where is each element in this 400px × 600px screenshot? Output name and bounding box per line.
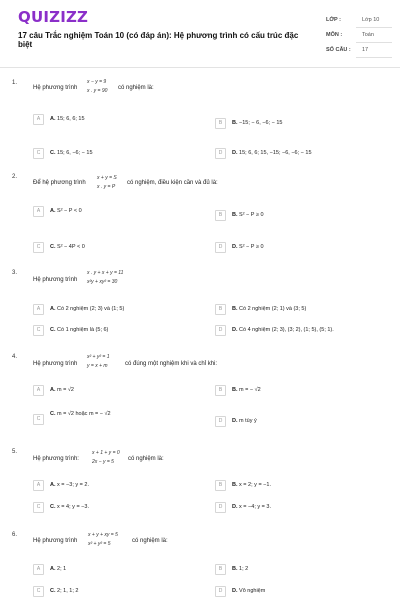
meta-count-label: SỐ CÂU :: [326, 47, 351, 53]
option-b-checkbox[interactable]: B: [215, 210, 226, 221]
option-a-text: m = √2: [57, 387, 74, 393]
option-d-text: S² − P ≥ 0: [239, 244, 264, 250]
equation-line-1: x + y + xy = 5: [88, 532, 118, 538]
question-suffix: có nghiệm, điều kiện cần và đủ là:: [127, 180, 218, 186]
equation-line-2: x . y = P: [97, 184, 116, 190]
option-c-text: 2; 1, 1; 2: [57, 588, 79, 594]
option-a-text: S² − P < 0: [57, 208, 82, 214]
option-b-text: x = 2; y = −1.: [239, 482, 271, 488]
option-b-text: m = − √2: [239, 387, 261, 393]
question-prefix: Để hệ phương trình: [33, 180, 86, 186]
question-prefix: Hệ phương trình: [33, 361, 78, 367]
option-d-checkbox[interactable]: D: [215, 148, 226, 159]
option-b-checkbox[interactable]: B: [215, 385, 226, 396]
option-c-checkbox[interactable]: C: [33, 414, 44, 425]
option-b-text: −15; − 6, −6; − 15: [239, 120, 283, 126]
meta-grade-value: Lớp 10: [362, 17, 380, 23]
meta-count: [326, 44, 392, 59]
quizizz-logo[interactable]: QUIZIZZ: [18, 8, 89, 26]
option-c-checkbox[interactable]: C: [33, 148, 44, 159]
equation-system: [97, 174, 117, 192]
page-title: 17 câu Trắc nghiệm Toán 10 (có đáp án): Hệ phương trình có cấu trúc đặc biệt: [18, 31, 299, 49]
option-d-checkbox[interactable]: D: [215, 502, 226, 513]
option-a-text: 15; 6, 6; 15: [57, 116, 85, 122]
equation-line-1: x + y = S: [97, 175, 117, 181]
option-b-text: S² − P ≥ 0: [239, 212, 264, 218]
question-suffix: có đúng một nghiệm khi và chỉ khi:: [125, 361, 218, 367]
meta-subject-value: Toán: [362, 32, 374, 38]
option-c-text: m = √2 hoặc m = − √2: [57, 411, 111, 417]
question-prefix: Hệ phương trình: [33, 538, 78, 544]
option-b-checkbox[interactable]: B: [215, 118, 226, 129]
option-d-text: Có 4 nghiệm (2; 3), (3; 2), (1; 5), (5; 1).: [239, 327, 334, 333]
option-c-text: 15; 6, −6; − 15: [57, 150, 93, 156]
question-number: 5.: [12, 449, 18, 455]
equation-line-1: x + 1 + y = 0: [92, 450, 120, 456]
option-a-checkbox[interactable]: A: [33, 480, 44, 491]
option-c-checkbox[interactable]: C: [33, 502, 44, 513]
option-b-text: Có 2 nghiệm (2; 1) và (3; 5): [239, 306, 307, 312]
option-b-text: 1; 2: [239, 566, 249, 572]
option-a-checkbox[interactable]: A: [33, 564, 44, 575]
option-a-checkbox[interactable]: A: [33, 304, 44, 315]
option-d-checkbox[interactable]: D: [215, 242, 226, 253]
equation-line-1: x − y = 9: [87, 79, 107, 85]
option-a-text: x = −3; y = 2.: [57, 482, 89, 488]
equation-line-2: x . y = 90: [87, 88, 108, 94]
option-c-checkbox[interactable]: C: [33, 586, 44, 597]
option-d-text: m tùy ý: [239, 418, 257, 424]
question-suffix: có nghiệm là:: [132, 538, 168, 544]
equation-line-1: x² + y² = 1: [87, 354, 110, 360]
question-number: 6.: [12, 532, 18, 538]
question-number: 4.: [12, 354, 18, 360]
option-a-checkbox[interactable]: A: [33, 385, 44, 396]
option-a-checkbox[interactable]: A: [33, 206, 44, 217]
option-d-text: Vô nghiệm: [239, 588, 266, 594]
meta-subject: [326, 29, 392, 44]
question-prefix: Hệ phương trình:: [33, 456, 79, 462]
question-prefix: Hệ phương trình: [33, 85, 78, 91]
question-number: 3.: [12, 270, 18, 276]
option-d-text: 15; 6, 6; 15, −15; −6, −6; − 15: [239, 150, 312, 156]
question-number: 1.: [12, 80, 18, 86]
option-d-text: x = −4; y = 3.: [239, 504, 271, 510]
equation-system: [87, 269, 123, 287]
question-number: 2.: [12, 174, 18, 180]
equation-system: [92, 449, 120, 467]
equation-system: [88, 531, 118, 549]
option-c-text: Có 1 nghiệm là (5; 6): [57, 327, 109, 333]
option-c-checkbox[interactable]: C: [33, 325, 44, 336]
question-suffix: có nghiệm là:: [118, 85, 154, 91]
option-b-checkbox[interactable]: B: [215, 564, 226, 575]
meta-subject-label: MÔN :: [326, 32, 343, 38]
equation-line-2: x²y + xy² = 30: [87, 279, 118, 285]
option-d-checkbox[interactable]: D: [215, 416, 226, 427]
option-c-checkbox[interactable]: C: [33, 242, 44, 253]
option-a-text: Có 2 nghiệm (2; 3) và (1; 5): [57, 306, 125, 312]
question-prefix: Hệ phương trình: [33, 277, 78, 283]
meta-grade-label: LỚP :: [326, 17, 341, 23]
meta-count-value: 17: [362, 47, 369, 53]
option-d-checkbox[interactable]: D: [215, 325, 226, 336]
equation-system: [87, 353, 110, 371]
question-suffix: có nghiệm là:: [128, 456, 164, 462]
equation-line-2: x² + y² = 5: [88, 541, 111, 547]
option-a-text: 2; 1: [57, 566, 67, 572]
equation-system: [87, 78, 107, 96]
equation-line-2: 2x − y = 5: [92, 459, 114, 465]
option-c-text: x = 4; y = −3.: [57, 504, 89, 510]
option-b-checkbox[interactable]: B: [215, 304, 226, 315]
option-b-checkbox[interactable]: B: [215, 480, 226, 491]
meta-grade: [326, 14, 392, 29]
equation-line-1: x . y + x + y = 11: [87, 270, 124, 276]
equation-line-2: y = x + m: [87, 363, 108, 369]
option-a-checkbox[interactable]: A: [33, 114, 44, 125]
option-d-checkbox[interactable]: D: [215, 586, 226, 597]
option-c-text: S² − 4P < 0: [57, 244, 85, 250]
page-header: [0, 0, 400, 68]
